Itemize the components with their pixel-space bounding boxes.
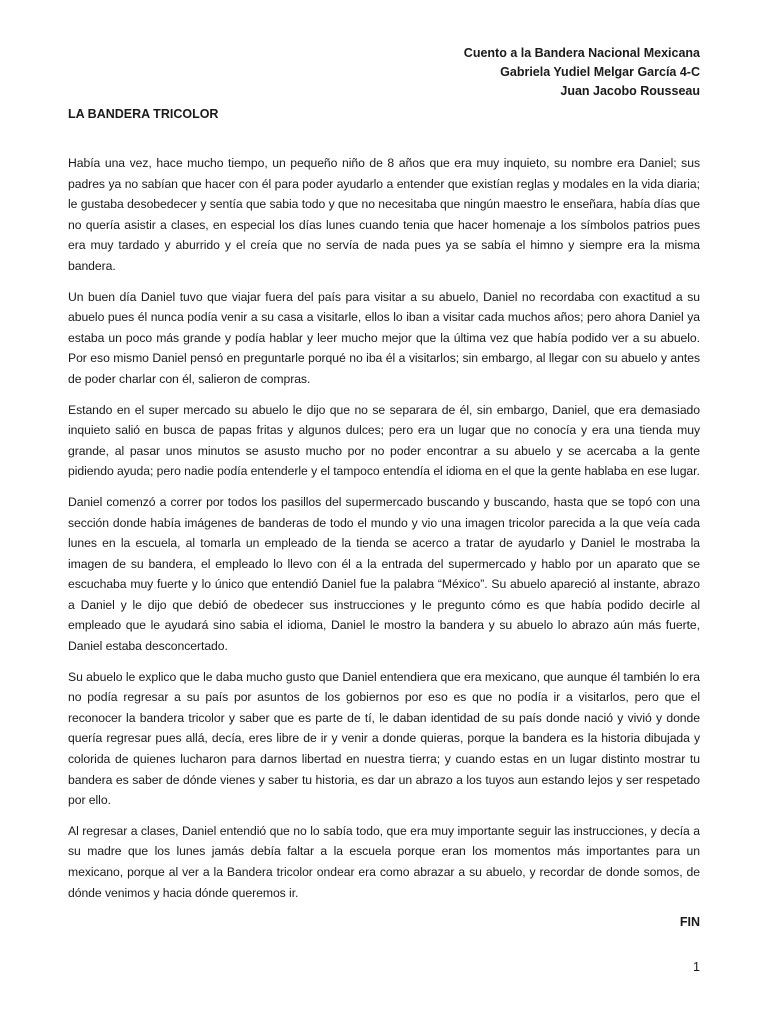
paragraph-2: Un buen día Daniel tuvo que viajar fuera del país para visitar a su abuelo, Daniel no recordaba con exactitud a su abuelo pues él nunca podía venir a su casa a visitarle, ellos lo iban a visitar cada muchos años; pero ahora Daniel ya estaba un poco más grande y podía hablar y leer mucho mejor que la última vez que había podido ver a su abuelo. Por eso mismo Daniel pensó en preguntarle porqué no iba él a visitarlos; sin embargo, al llegar con su abuelo y antes de poder charlar con él, salieron de compras. bbox=[68, 289, 700, 386]
document-header bbox=[68, 44, 700, 101]
paragraph-6: Al regresar a clases, Daniel entendió que no lo sabía todo, que era muy importante seguir las instrucciones, y decía a su madre que los lunes jamás debía faltar a la escuela porque eran los momentos más importantes para un mexicano, porque al ver a la Bandera tricolor ondear era como abrazar a su abuelo, y recordar de donde somos, de dónde venimos y hacia dónde queremos ir. bbox=[68, 823, 700, 900]
page-number: 1 bbox=[693, 960, 700, 974]
paragraph-1: Había una vez, hace mucho tiempo, un pequeño niño de 8 años que era muy inquieto, su nombre era Daniel; sus padres ya no sabían que hacer con él para poder ayudarlo a entender que existían reglas y modales en la vida diaria; le gustaba desobedecer y sentía que sabia todo y que no necesitaba que ningún maestro le enseñara, había días que no quería asistir a clases, en especial los días lunes cuando tenia que hacer homenaje a los símbolos patrios pues era muy tardado y aburrido y el creía que no servía de nada pues ya se sabía el himno y siempre era la misma bandera. bbox=[68, 156, 700, 273]
story-end-marker: FIN bbox=[679, 915, 700, 930]
paragraph-3: Estando en el super mercado su abuelo le dijo que no se separara de él, sin embargo, Daniel, que era demasiado inquieto salió en busca de papas fritas y algunos dulces; pero era un lugar que no conocía y era una tienda muy grande, al pasar unos minutos se asusto mucho por no poder encontrar a su abuelo y se acercaba a la gente pidiendo ayuda; pero nadie podía entenderle y el tampoco entendía el idioma en el que la gente hablaba en ese lugar. bbox=[68, 402, 700, 479]
header-line-3: Juan Jacobo Rousseau bbox=[560, 84, 700, 98]
story-title: LA BANDERA TRICOLOR bbox=[68, 107, 219, 121]
paragraph-5: Su abuelo le explico que le daba mucho gusto que Daniel entendiera que era mexicano, que aunque él también lo era no podía regresar a su país por asuntos de los gobiernos por eso es que no podía ir a visitarlos, pero que el reconocer la bandera tricolor y saber que es parte de tí, le daban identidad de su país donde nació y vivió y donde quería regresar pues allá, decía, eres libre de ir y venir a donde quieras, porque la bandera es la historia dibujada y colorida de quienes lucharon para darnos libertad en nuestra tierra; y cuando estas en un lugar distinto mostrar tu bandera es saber de dónde vienes y saber tu historia, es dar un abrazo a los tuyos aun estando lejos y ser respetado por ello. bbox=[68, 669, 700, 808]
paragraph-4: Daniel comenzó a correr por todos los pasillos del supermercado buscando y buscando, hasta que se topó con una sección donde había imágenes de banderas de todo el mundo y vio una imagen tricolor parecida a la que veía cada lunes en la escuela, al tomarla un empleado de la tienda se acerco a tratar de ayudarlo y Daniel le mostraba la imagen de su bandera, el empleado lo llevo con él a la entrada del supermercado y hablo por un aparato que se escuchaba muy fuerte y lo único que entendió Daniel fue la palabra “México”. Su abuelo apareció al instante, abrazo a Daniel y le dijo que debió de obedecer sus instrucciones y le pregunto cómo es que había podido decirle al empleado que le ayudará sino sabia el idioma, Daniel le mostro la bandera y su abuelo lo abrazo aún más fuerte, Daniel estaba desconcertado. bbox=[68, 494, 700, 654]
header-line-1: Cuento a la Bandera Nacional Mexicana bbox=[463, 46, 700, 60]
document-page bbox=[68, 44, 700, 929]
header-line-2: Gabriela Yudiel Melgar García 4-C bbox=[500, 65, 700, 79]
